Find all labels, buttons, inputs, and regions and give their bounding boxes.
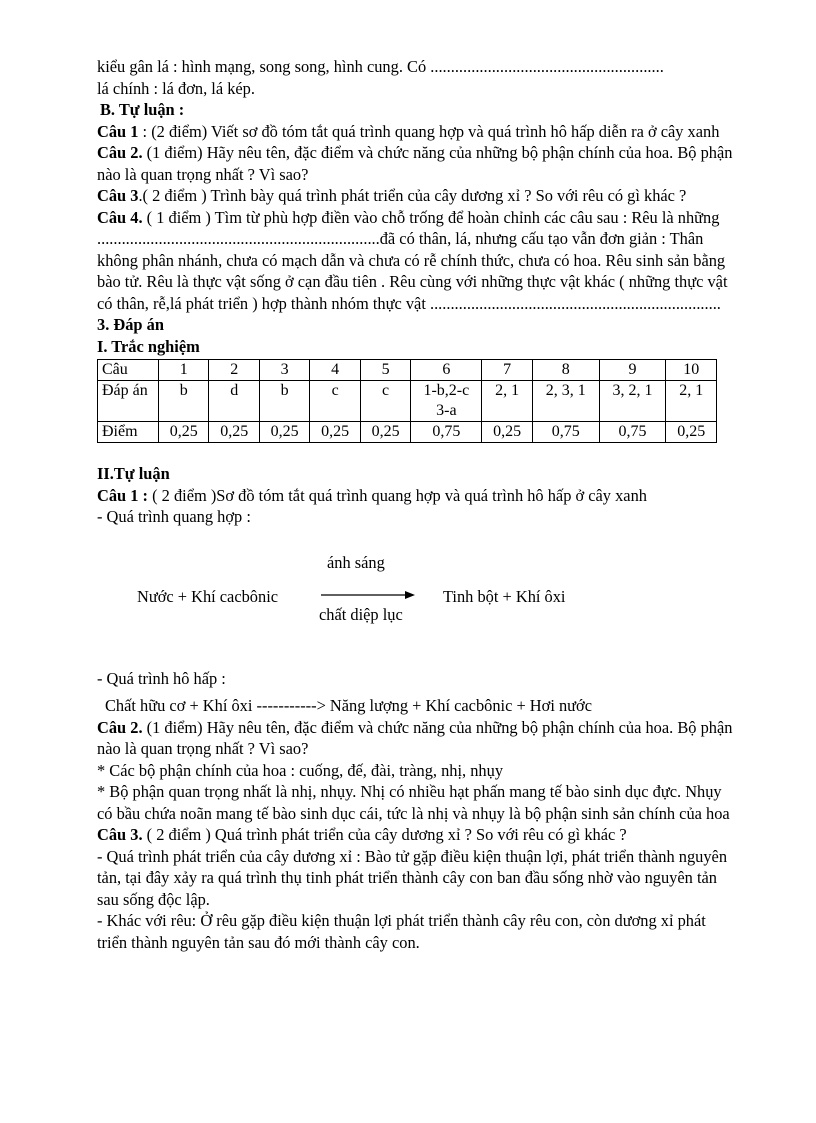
table-cell: 0,25	[482, 422, 532, 443]
answers-heading: 3. Đáp án	[97, 315, 164, 334]
table-cell: c	[360, 381, 410, 422]
question-4: Câu 4. ( 1 điểm ) Tìm từ phù hợp điền vào chỗ trống để hoàn chỉnh các câu sau : Rêu là những .....................................................................đã có thân, lá, nhưng cấu tạo vẫn đơn giản : Thân không phân nhánh, chưa có mạch dẫn và chưa có rễ chính thức, chưa có hoa. Rêu sinh sản bằng bào tử. Rêu là thực vật sống ở cạn đầu tiên . Rêu cùng với những thực vật khác ( những thực vật có thân, rễ,lá phát triển ) hợp thành nhóm thực vật .......................................................................	[97, 207, 728, 313]
respiration-intro: - Quá trình hô hấp :	[97, 668, 226, 688]
reactants-label: Nước + Khí cacbônic	[137, 586, 279, 606]
table-cell: 3, 2, 1	[599, 381, 666, 422]
row-label: Câu	[98, 360, 159, 381]
table-cell: 0,75	[532, 422, 599, 443]
intro-line-1: kiểu gân lá : hình mạng, song song, hình cung. Có .........................................................	[97, 57, 664, 76]
document-page	[97, 56, 733, 953]
respiration-equation: Chất hữu cơ + Khí ôxi -----------> Năng lượng + Khí cacbônic + Hơi nước	[105, 696, 592, 715]
table-cell: 0,25	[666, 422, 717, 443]
table-cell: 2, 1	[666, 381, 717, 422]
table-cell: 0,25	[310, 422, 360, 443]
photosynthesis-intro: - Quá trình quang hợp :	[97, 507, 251, 526]
answer-2-line-1: * Các bộ phận chính của hoa : cuống, đế, đài, tràng, nhị, nhụy	[97, 760, 504, 780]
question-2: Câu 2. (1 điểm) Hãy nêu tên, đặc điểm và chức năng của những bộ phận chính của hoa. Bộ phận nào là quan trọng nhất ? Vì sao?	[97, 143, 733, 184]
table-cell: 1-b,2-c 3-a	[411, 381, 482, 422]
table-cell: d	[209, 381, 259, 422]
table-cell: 6	[411, 360, 482, 381]
table-row-question	[98, 360, 717, 381]
table-cell: 10	[666, 360, 717, 381]
table-cell: 2, 1	[482, 381, 532, 422]
part-i-heading: I. Trắc nghiệm	[97, 336, 200, 356]
table-cell: 0,75	[411, 422, 482, 443]
row-label: Đáp án	[98, 381, 159, 422]
table-cell: 9	[599, 360, 666, 381]
reaction-arrow-icon	[319, 586, 419, 604]
row-label: Điểm	[98, 422, 159, 443]
question-3: Câu 3.( 2 điểm ) Trình bày quá trình phát triển của cây dương xỉ ? So với rêu có gì khác ?	[97, 186, 687, 205]
condition-top-label: ánh sáng	[327, 552, 385, 572]
table-cell: c	[310, 381, 360, 422]
table-cell: 2, 3, 1	[532, 381, 599, 422]
table-cell: 5	[360, 360, 410, 381]
table-cell: 8	[532, 360, 599, 381]
answer-table	[97, 359, 717, 443]
answer-3-line-2: - Khác với rêu: Ở rêu gặp điều kiện thuận lợi phát triển thành cây rêu con, còn dương xỉ phát triển thành nguyên tản sau đó mới thành cây con.	[97, 911, 706, 952]
table-cell: 0,25	[159, 422, 209, 443]
answer-1: Câu 1 : ( 2 điểm )Sơ đồ tóm tắt quá trình quang hợp và quá trình hô hấp ở cây xanh	[97, 485, 647, 505]
table-cell: 7	[482, 360, 532, 381]
answer-2-line-2: * Bộ phận quan trọng nhất là nhị, nhụy. Nhị có nhiều hạt phấn mang tế bào sinh dục đực. Nhụy có bầu chứa noãn mang tế bào sinh dục cái, tức là nhị và nhụy là bộ phận sinh sản chính của hoa	[97, 782, 730, 823]
table-cell: 0,25	[259, 422, 309, 443]
intro-line-2: lá chính : lá đơn, lá kép.	[97, 78, 255, 98]
answer-3: Câu 3. ( 2 điểm ) Quá trình phát triển của cây dương xỉ ? So với rêu có gì khác ?	[97, 825, 627, 844]
answer-3-line-1: - Quá trình phát triển của cây dương xỉ : Bào tử gặp điều kiện thuận lợi, phát triển thành nguyên tản, tại đây xảy ra quá trình thụ tinh phát triển thành cây con ban đầu sống nhờ vào nguyên tản sau sống độc lập.	[97, 846, 728, 909]
question-1: Câu 1 : (2 điểm) Viết sơ đồ tóm tắt quá trình quang hợp và quá trình hô hấp diễn ra ở cây xanh	[97, 121, 720, 141]
table-cell: 0,25	[360, 422, 410, 443]
table-cell: 4	[310, 360, 360, 381]
table-cell: 2	[209, 360, 259, 381]
answer-2: Câu 2. (1 điểm) Hãy nêu tên, đặc điểm và chức năng của những bộ phận chính của hoa. Bộ phận nào là quan trọng nhất ? Vì sao?	[97, 717, 733, 758]
table-cell: 0,75	[599, 422, 666, 443]
table-cell: b	[159, 381, 209, 422]
part-ii-heading: II.Tự luận	[97, 464, 170, 483]
condition-bottom-label: chất diệp lục	[319, 604, 403, 624]
table-cell: b	[259, 381, 309, 422]
table-cell: 3	[259, 360, 309, 381]
table-cell: 0,25	[209, 422, 259, 443]
section-heading-b: B. Tự luận :	[100, 100, 185, 119]
photosynthesis-diagram	[97, 542, 733, 652]
products-label: Tinh bột + Khí ôxi	[443, 586, 566, 606]
table-row-points	[98, 422, 717, 443]
table-cell: 1	[159, 360, 209, 381]
table-row-answer	[98, 381, 717, 422]
